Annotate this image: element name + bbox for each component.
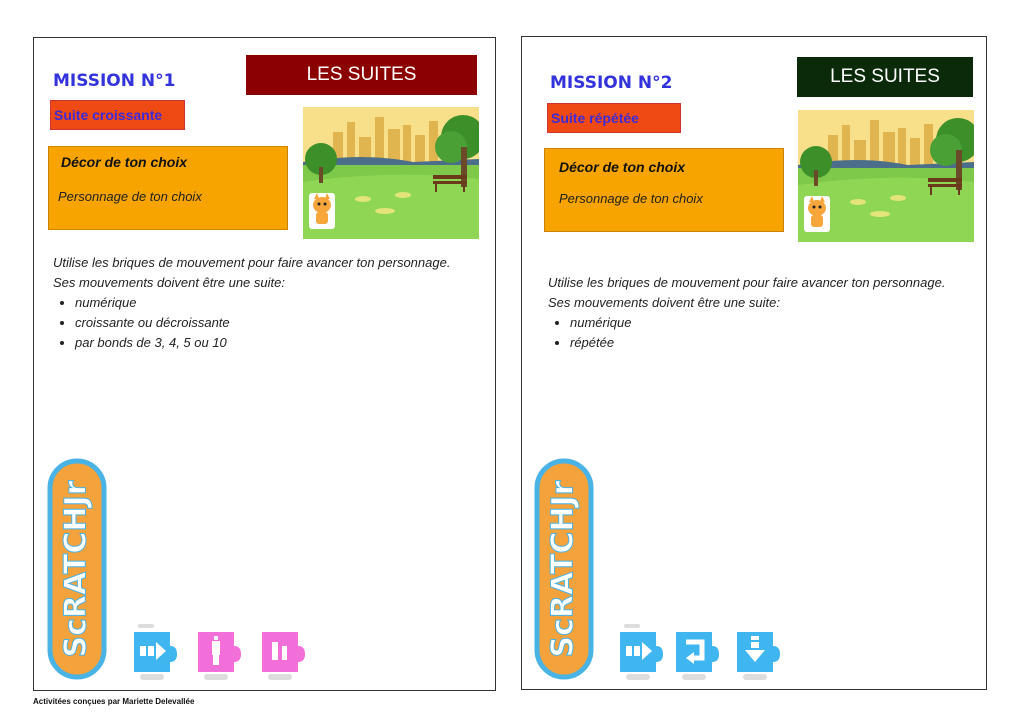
list-item: • numérique: [570, 313, 978, 333]
requirements-list: [53, 293, 483, 353]
scratchjr-logo: [531, 455, 597, 683]
list-item: • numérique: [75, 293, 483, 313]
description-line-1: Utilise les briques de mouvement pour faire avancer ton personnage.: [53, 255, 451, 270]
list-item: • croissante ou décroissante: [75, 313, 483, 333]
mission-title: MISSION N°2: [550, 73, 673, 93]
requirements-list: [548, 313, 978, 353]
list-item: • par bonds de 3, 4, 5 ou 10: [75, 333, 483, 353]
character-label: Personnage de ton choix: [559, 191, 703, 206]
subtitle-box: Suite croissante: [50, 100, 185, 130]
activity-description: [53, 253, 483, 353]
turn-block-icon: [672, 624, 722, 680]
grow-block-icon: [194, 624, 244, 680]
park-scene-image: [798, 110, 974, 242]
activity-description: [548, 273, 978, 353]
description-line-2: Ses mouvements doivent être une suite:: [53, 275, 285, 290]
instructions-box: [544, 148, 784, 232]
logo-text: ScRATCHJr: [58, 480, 94, 658]
logo-text: ScRATCHJr: [545, 480, 581, 658]
mission-title: MISSION N°1: [53, 71, 176, 91]
decor-label: Décor de ton choix: [559, 159, 686, 175]
topic-banner: LES SUITES: [797, 57, 973, 97]
move-right-block-icon: [616, 624, 666, 680]
scratchjr-logo: [44, 455, 110, 683]
shrink-block-icon: [258, 624, 308, 680]
move-right-block-icon: [130, 624, 180, 680]
footer-credit: Activitées conçues par Mariette Delevallée: [33, 697, 195, 706]
description-line-1: Utilise les briques de mouvement pour faire avancer ton personnage.: [548, 275, 946, 290]
subtitle-box: Suite répétée: [547, 103, 681, 133]
character-label: Personnage de ton choix: [58, 189, 202, 204]
decor-label: Décor de ton choix: [61, 154, 188, 170]
description-line-2: Ses mouvements doivent être une suite:: [548, 295, 780, 310]
park-scene-image: [303, 107, 479, 239]
list-item: • répétée: [570, 333, 978, 353]
move-down-block-icon: [733, 624, 783, 680]
topic-banner: LES SUITES: [246, 55, 477, 95]
instructions-box: [48, 146, 288, 230]
